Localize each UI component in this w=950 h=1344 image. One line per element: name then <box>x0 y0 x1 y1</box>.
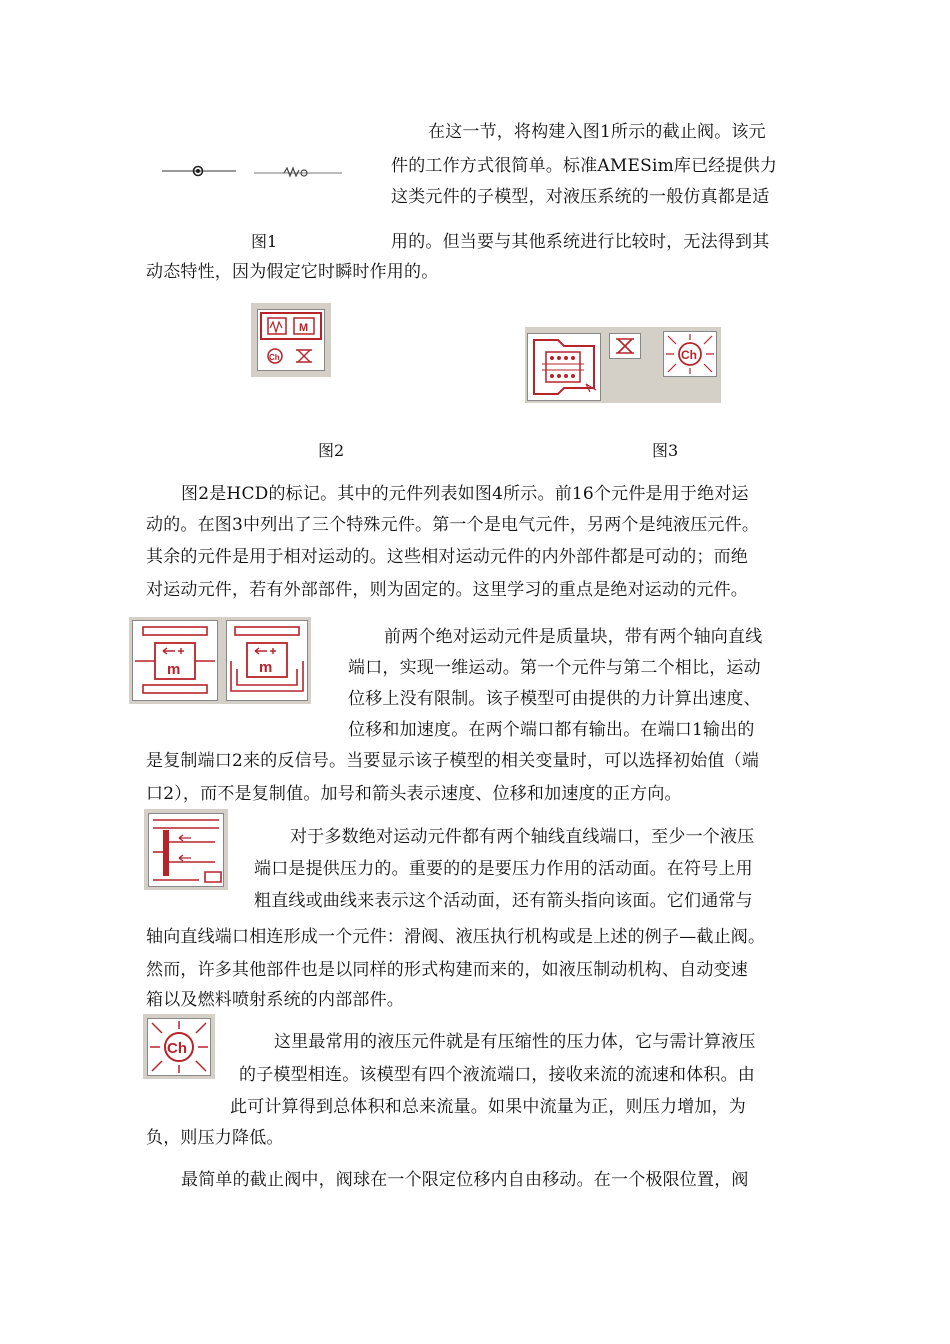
para3-line-3: 位移上没有限制。该子模型可由提供的力计算出速度、 <box>348 689 761 709</box>
para3-line-4: 位移和加速度。在两个端口都有输出。在端口1输出的 <box>348 720 755 740</box>
para2-line-2: 动的。在图3中列出了三个特殊元件。第一个是电气元件，另两个是纯液压元件。 <box>146 515 760 535</box>
hydraulic-piston-icon <box>149 814 223 886</box>
mass-limited-icon <box>227 621 307 700</box>
check-valve-icon <box>158 158 348 186</box>
mass-limited-m-label: m <box>259 659 273 676</box>
para5-line-3: 此可计算得到总体积和总来流量。如果中流量为正，则压力增加，为 <box>230 1097 746 1117</box>
para1-line-3: 这类元件的子模型，对液压系统的一般仿真都是适 <box>391 187 770 207</box>
piston-icon-frame <box>144 809 228 890</box>
para3-line-1: 前两个绝对运动元件是质量块，带有两个轴向直线 <box>384 627 763 647</box>
ch-label-fig3: Ch <box>681 348 697 362</box>
para1-line-5: 动态特性，因为假定它时瞬时作用的。 <box>146 262 439 282</box>
hcd-library-icon <box>251 303 331 377</box>
para3-line-5: 是复制端口2来的反信号。当要显示该子模型的相关变量时，可以选择初始值（端 <box>146 751 760 771</box>
hcd-components-icon <box>258 310 324 370</box>
para1-line-4: 用的。但当要与其他系统进行比较时，无法得到其 <box>391 232 770 252</box>
para6-line-1: 最简单的截止阀中，阀球在一个限定位移内自由移动。在一个极限位置，阀 <box>181 1170 749 1190</box>
figure-1-caption: 图1 <box>251 232 278 251</box>
chamber-icon-frame <box>143 1014 215 1079</box>
electric-component-icon <box>528 334 600 400</box>
para1-line-1: 在这一节，将构建入图1所示的截止阀。该元 <box>428 122 766 142</box>
mass-m-label: m <box>167 661 181 678</box>
orifice-icon <box>610 334 640 358</box>
figure-3-caption: 图3 <box>652 441 679 460</box>
m-label: M <box>299 322 309 334</box>
para4-line-2: 端口是提供压力的。重要的的是要压力作用的活动面。在符号上用 <box>254 859 753 879</box>
para4-line-6: 箱以及燃料喷射系统的内部部件。 <box>146 990 404 1010</box>
ch-label-small: Ch <box>269 353 280 362</box>
para3-line-6: 口2），而不是复制值。加号和箭头表示速度、位移和加速度的正方向。 <box>146 784 682 804</box>
para4-line-4: 轴向直线端口相连形成一个元件：滑阀、液压执行机构或是上述的例子—截止阀。 <box>146 927 766 947</box>
mass-block-icons <box>129 617 311 704</box>
para2-line-1: 图2是HCD的标记。其中的元件列表如图4所示。前16个元件是用于绝对运 <box>181 484 749 504</box>
para5-line-1: 这里最常用的液压元件就是有压缩性的压力体，它与需计算液压 <box>274 1032 756 1052</box>
para1-line-2: 件的工作方式很简单。标准AMESim库已经提供力 <box>391 156 778 176</box>
mass-free-icon <box>133 621 217 700</box>
pressure-chamber-icon <box>148 1019 210 1075</box>
para5-line-4: 负，则压力降低。 <box>146 1128 284 1148</box>
special-components-panel <box>525 327 721 403</box>
ch-label-main: Ch <box>167 1040 187 1057</box>
figure-2-caption: 图2 <box>318 441 345 460</box>
para3-line-2: 端口，实现一维运动。第一个元件与第二个相比，运动 <box>348 658 761 678</box>
para4-line-5: 然而，许多其他部件也是以同样的形式构建而来的，如液压制动机构、自动变速 <box>146 960 748 980</box>
figure-1-symbols <box>158 158 348 186</box>
para2-line-4: 对运动元件，若有外部部件，则为固定的。这里学习的重点是绝对运动的元件。 <box>146 580 748 600</box>
para2-line-3: 其余的元件是用于相对运动的。这些相对运动元件的内外部件都是可动的；而绝 <box>146 547 748 567</box>
chamber-icon <box>664 332 716 376</box>
para4-line-1: 对于多数绝对运动元件都有两个轴线直线端口，至少一个液压 <box>290 827 755 847</box>
para5-line-2: 的子模型相连。该模型有四个液流端口，接收来流的流速和体积。由 <box>239 1065 755 1085</box>
para4-line-3: 粗直线或曲线来表示这个活动面，还有箭头指向该面。它们通常与 <box>254 891 753 911</box>
